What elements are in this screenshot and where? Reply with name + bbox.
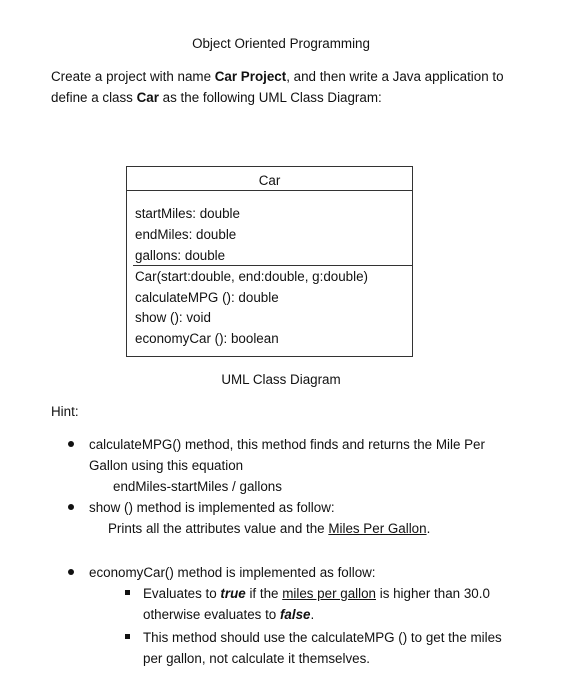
bullet-text: Gallon using this equation (89, 458, 244, 473)
text-part: otherwise evaluates to (143, 607, 280, 622)
sub-bullet-line (143, 604, 490, 625)
keyword-false: false (279, 607, 311, 622)
uml-method: Car(start:double, end:double, g:double) (135, 269, 369, 284)
uml-divider (133, 265, 412, 266)
square-bullet-icon (125, 590, 130, 595)
text-part: Evaluates to (143, 586, 221, 601)
uml-attribute: startMiles: double (135, 206, 240, 221)
uml-divider (127, 190, 412, 191)
bullet-item-economycar: economyCar() method is implemented as follow: (89, 565, 376, 580)
intro-paragraph (51, 66, 531, 108)
bullet-icon (68, 504, 74, 510)
text-part: . (310, 607, 315, 622)
document-title: Object Oriented Programming (192, 36, 370, 51)
equation-text: endMiles-startMiles / gallons (113, 479, 282, 494)
uml-method: economyCar (): boolean (135, 330, 279, 346)
bullet-item-calculatempg (89, 434, 485, 497)
sub-bullet-line: This method should use the calculateMPG () to get the miles (143, 630, 502, 645)
uml-method: show (): void (135, 310, 211, 325)
text-part: is higher than 30.0 (376, 586, 490, 601)
square-bullet-icon (125, 634, 130, 639)
class-name-inline: Car (136, 90, 159, 105)
intro-text: as the following UML Class Diagram: (158, 90, 382, 105)
text-part: if the (245, 586, 283, 601)
bullet-text: show () method is implemented as follow: (89, 500, 335, 515)
project-name: Car Project (214, 69, 287, 84)
bullet-text-part: . (426, 521, 431, 536)
underlined-term: Miles Per Gallon (328, 521, 427, 536)
bullet-item-show (89, 497, 430, 539)
sub-bullet-line (143, 583, 490, 604)
uml-methods (135, 267, 368, 349)
sub-bullet-calculate (143, 627, 502, 669)
bullet-text (89, 518, 430, 539)
sub-bullet-evaluates (143, 583, 490, 625)
uml-method: calculateMPG (): double (135, 289, 279, 305)
intro-text: define a class (51, 90, 137, 105)
diagram-caption: UML Class Diagram (221, 372, 341, 387)
bullet-icon (68, 569, 74, 575)
uml-attribute: gallons: double (135, 248, 226, 263)
uml-class-name: Car (258, 173, 281, 188)
intro-line-2 (51, 87, 531, 108)
keyword-true: true (220, 586, 246, 601)
sub-bullet-line: per gallon, not calculate it themselves. (143, 651, 371, 666)
bullet-text: calculateMPG() method, this method finds and returns the Mile Per (89, 437, 485, 452)
bullet-text-part: Prints all the attributes value and the (108, 521, 329, 536)
uml-attributes (135, 203, 240, 266)
intro-line-1 (51, 66, 531, 87)
bullet-icon (68, 441, 74, 447)
underlined-term: miles per gallon (282, 586, 376, 601)
hint-label: Hint: (51, 404, 79, 419)
intro-text: , and then write a Java application to (286, 69, 504, 84)
intro-text: Create a project with name (51, 69, 215, 84)
uml-class-box (126, 166, 413, 357)
uml-attribute: endMiles: double (135, 227, 237, 242)
